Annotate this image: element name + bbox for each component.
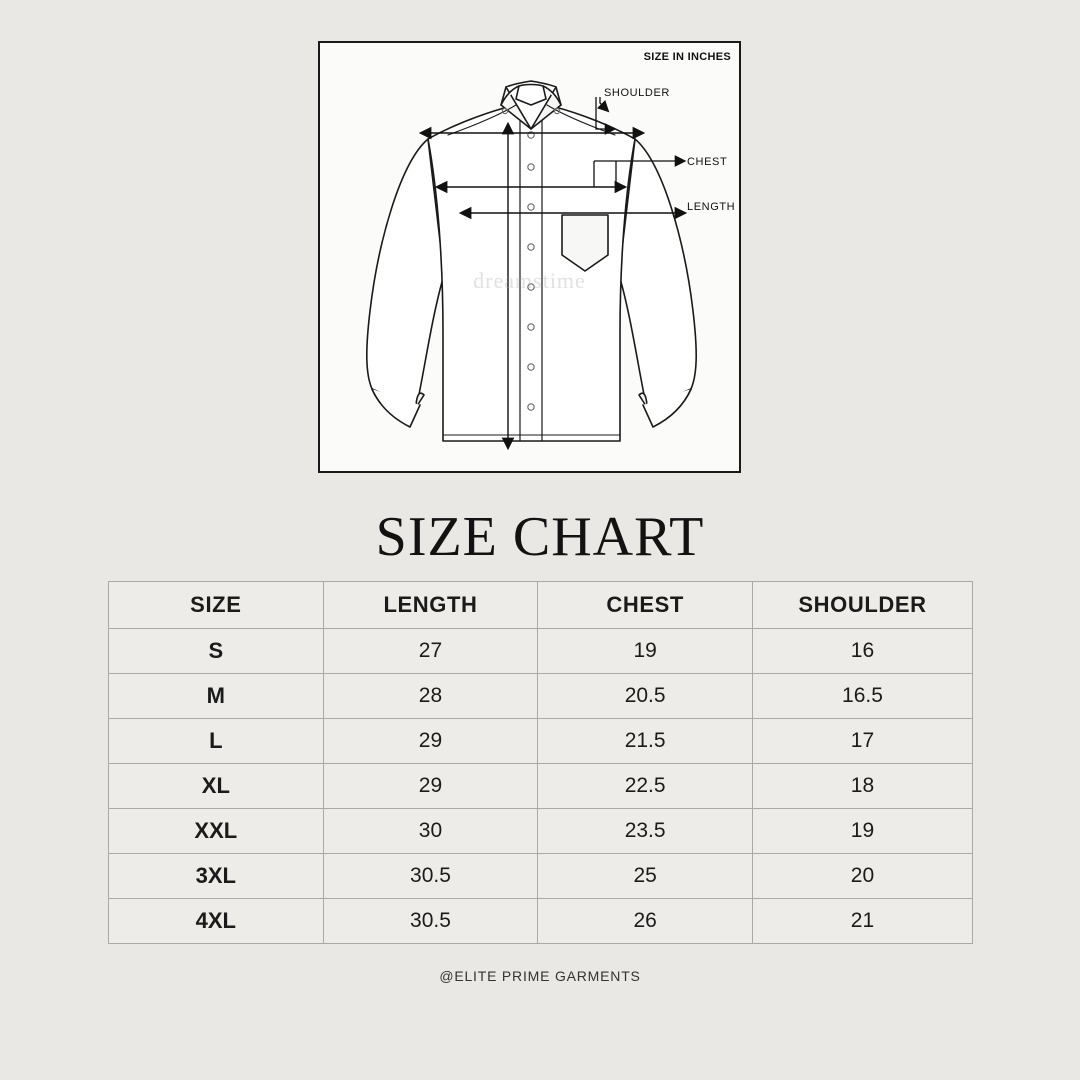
cell-chest: 23.5 [538,809,753,854]
table-row [109,899,973,944]
table-row [109,674,973,719]
cell-chest: 26 [538,899,753,944]
cell-length: 28 [323,674,538,719]
cell-chest: 19 [538,629,753,674]
size-chart-table [108,581,973,944]
cell-size: M [109,674,324,719]
cell-shoulder: 16 [752,629,972,674]
cell-length: 30.5 [323,899,538,944]
cell-length: 30 [323,809,538,854]
brand-handle: @ELITE PRIME GARMENTS [439,968,641,984]
cell-length: 27 [323,629,538,674]
label-shoulder: SHOULDER [604,87,670,99]
dress-shirt-icon [320,43,743,475]
label-chest: CHEST [687,156,728,168]
table-row [109,764,973,809]
cell-shoulder: 20 [752,854,972,899]
table-header-row [109,582,973,629]
cell-size: XL [109,764,324,809]
column-header-chest: CHEST [538,582,753,629]
cell-chest: 25 [538,854,753,899]
cell-size: 4XL [109,899,324,944]
cell-shoulder: 19 [752,809,972,854]
cell-size: XXL [109,809,324,854]
cell-chest: 21.5 [538,719,753,764]
size-unit-note: SIZE IN INCHES [643,51,731,63]
cell-shoulder: 18 [752,764,972,809]
table-row [109,854,973,899]
cell-shoulder: 21 [752,899,972,944]
cell-size: 3XL [109,854,324,899]
table-row [109,629,973,674]
column-header-shoulder: SHOULDER [752,582,972,629]
cell-length: 29 [323,764,538,809]
column-header-length: LENGTH [323,582,538,629]
cell-length: 29 [323,719,538,764]
label-length: LENGTH [687,201,736,213]
table-row [109,719,973,764]
cell-chest: 20.5 [538,674,753,719]
table-row [109,809,973,854]
page-title: SIZE CHART [375,506,705,568]
cell-size: L [109,719,324,764]
cell-length: 30.5 [323,854,538,899]
cell-shoulder: 16.5 [752,674,972,719]
cell-chest: 22.5 [538,764,753,809]
watermark: dreamstime [473,268,586,293]
cell-size: S [109,629,324,674]
garment-diagram-panel [318,41,741,473]
cell-shoulder: 17 [752,719,972,764]
column-header-size: SIZE [109,582,324,629]
